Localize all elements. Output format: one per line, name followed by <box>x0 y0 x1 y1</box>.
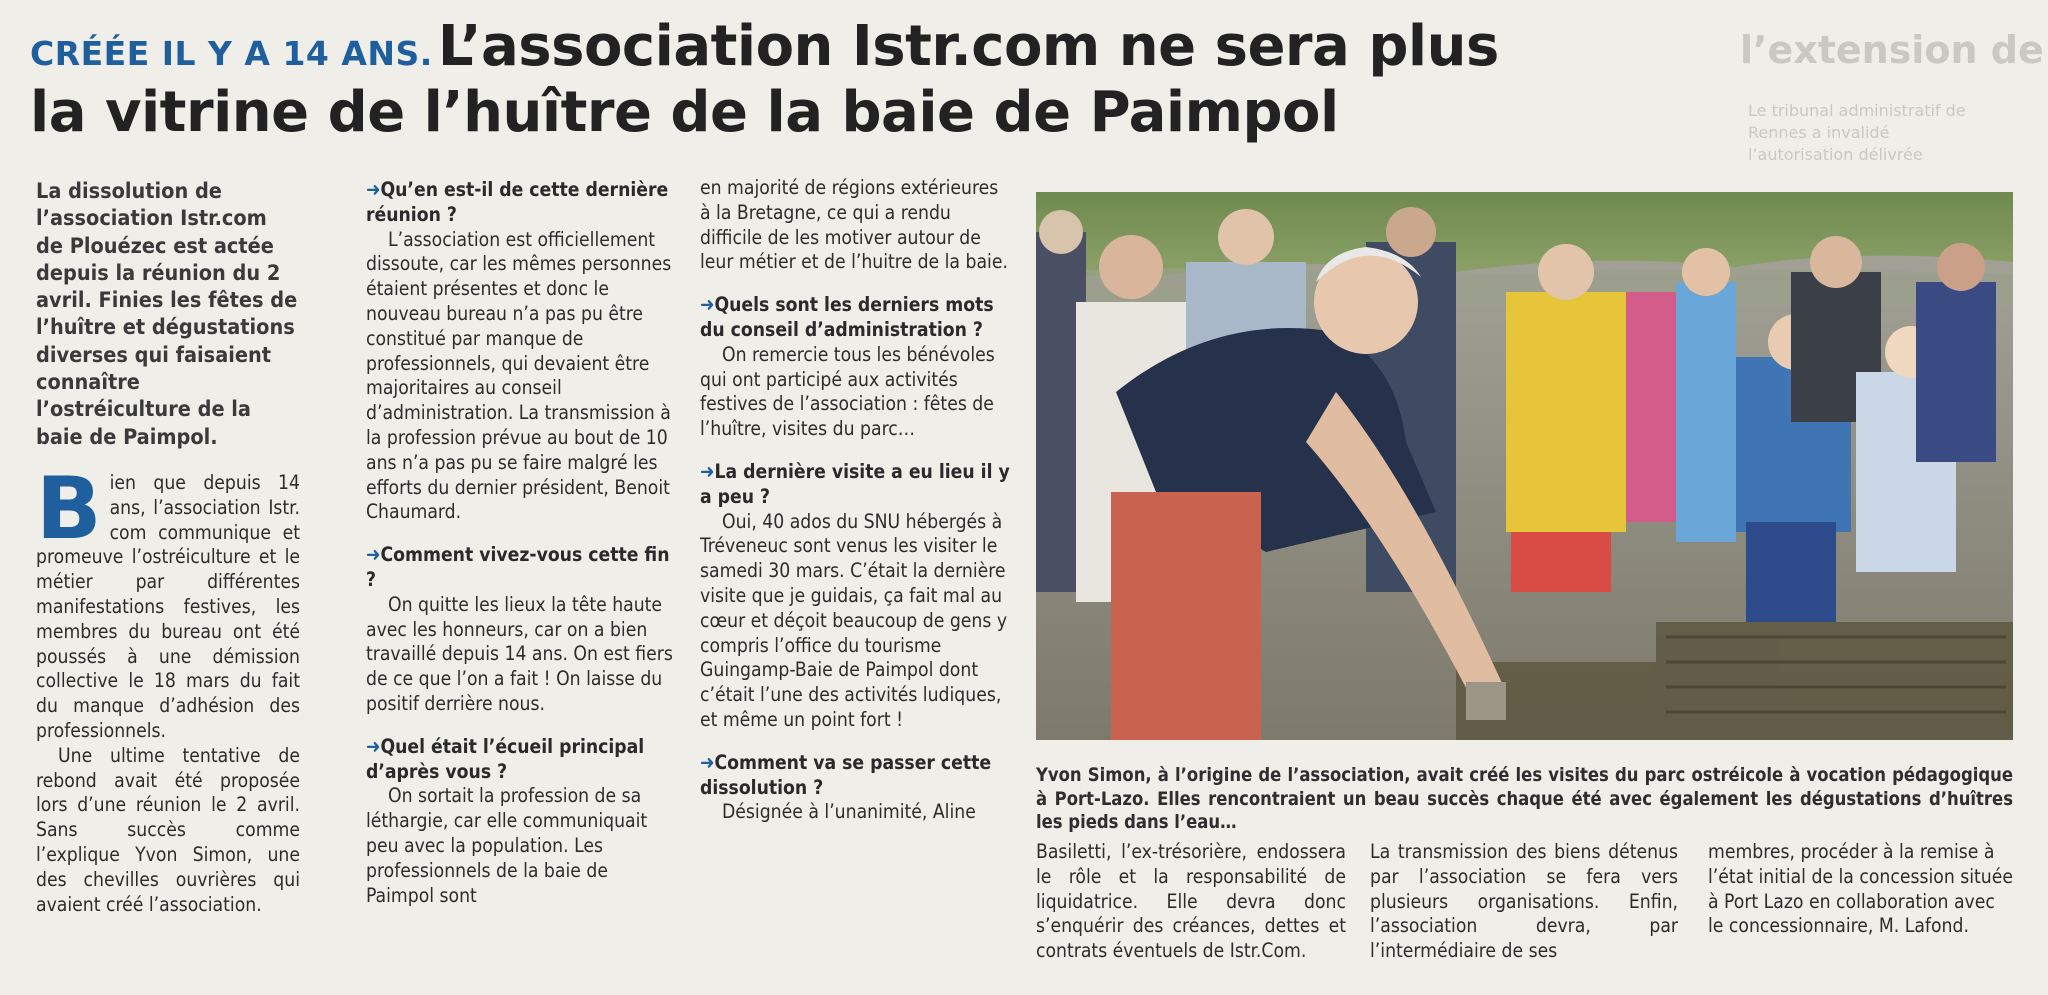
article-chapo: La dissolution de l’association Istr.com de Plouézec est actée depuis la réunion du 2 avril. Finies les fêtes de l’huître et dégustations diverses qui faisaient connaître l’ostréiculture de la baie de Paimpol. <box>36 179 298 450</box>
interview-question-5: ➜La dernière visite a eu lieu il y a peu ? <box>700 459 1010 508</box>
arrow-icon: ➜ <box>366 178 381 201</box>
neighbor-article-title: l’extension de <box>1740 28 2044 72</box>
article-bottom-column-2 <box>1370 840 1678 964</box>
dissolution-text-3: membres, procéder à la remise à l’état initial de la concession située à Port Lazo en collaboration avec le concessionnaire, M. Lafond. <box>1708 840 2013 938</box>
arrow-icon: ➜ <box>700 293 715 317</box>
article-headline <box>30 14 1720 145</box>
arrow-icon: ➜ <box>366 543 381 567</box>
arrow-icon: ➜ <box>366 734 381 758</box>
article-paragraph-2: Une ultime tentative de rebond avait été proposée lors d’une réunion le 2 avril. Sans succès comme l’explique Yvon Simon, une des chevilles ouvrières qui avaient créé l’association. <box>36 743 300 916</box>
article-photo <box>1036 192 2013 740</box>
interview-answer-6: Désignée à l’unanimité, Aline <box>722 800 976 824</box>
headline-title-line2: la vitrine de l’huître de la baie de Paimpol <box>30 80 1339 145</box>
headline-title-line1: L’association Istr.com ne sera plus <box>437 14 1499 79</box>
article-column-1 <box>36 178 300 917</box>
interview-question-2: ➜Comment vivez-vous cette fin ? <box>366 543 670 591</box>
headline-kicker: CRÉÉE IL Y A 14 ANS. <box>30 34 433 73</box>
interview-question-4: ➜Quels sont les derniers mots du conseil d’administration ? <box>700 293 994 341</box>
neighbor-article-fragment <box>1740 0 2048 180</box>
photo-caption: Yvon Simon, à l’origine de l’association, avait créé les visites du parc ostréicole à vocation pédagogique à Port-Lazo. Elles rencontraient un beau succès chaque été avec également les dégustations d’huîtres les pieds dans l’eau… <box>1036 765 2013 834</box>
dropcap-letter: B <box>36 458 102 559</box>
neighbor-article-text: Le tribunal administratif de Rennes a invalidé l’autorisation délivrée <box>1748 101 1966 164</box>
interview-answer-4: On remercie tous les bénévoles qui ont participé aux activités festives de l’association : fêtes de l’huître, visites du parc… <box>700 342 995 441</box>
dissolution-text-1: Basiletti, l’ex-trésorière, endossera le rôle et la responsabilité de liquidatrice. Elle devra donc s’enquérir des créances, dettes et contrats éventuels de Istr.Com. <box>1036 840 1346 963</box>
article-intro-text: ien que depuis 14 ans, l’association Istr. com communique et promeuve l’ostréiculture et le métier par différentes manifestations festives, les membres du bureau ont été poussés à une démission collective le 18 mars du fait du manque d’adhésion des professionnels. <box>36 470 300 742</box>
article-intro <box>36 458 300 744</box>
interview-answer-2: On quitte les lieux la tête haute avec les honneurs, car on a bien travaillé depuis 14 ans. On est fiers de ce que l’on a fait ! On laisse du positif derrière nous. <box>366 592 673 715</box>
interview-answer-3: On sortait la profession de sa léthargie, car elle communiquait peu avec la population. Les professionnels de la baie de Paimpol sont <box>366 784 648 907</box>
dissolution-text-2: La transmission des biens détenus par l’association se fera vers plusieurs organisations. Enfin, l’association devra, par l’intermédiaire de ses <box>1370 840 1678 963</box>
article-bottom-column-3 <box>1708 840 2013 939</box>
interview-question-6: ➜Comment va se passer cette dissolution ? <box>700 750 992 799</box>
interview-answer-1: L’association est officiellement dissoute, car les mêmes personnes étaient présentes et donc le nouveau bureau n’a pas pu être constitué par manque de professionnels, qui devaient être majoritaires au conseil d’administration. La transmission à la profession prévue au bout de 10 ans n’a pas pu se faire malgré les efforts du dernier président, Benoit Chaumard. <box>366 227 672 524</box>
interview-answer-3-continued: en majorité de régions extérieures à la Bretagne, ce qui a rendu difficile de les motiver autour de leur métier et de l’huitre de la baie. <box>700 176 1008 274</box>
arrow-icon: ➜ <box>700 459 715 483</box>
arrow-icon: ➜ <box>700 750 715 774</box>
article-bottom-column-1 <box>1036 840 1346 964</box>
article-column-2 <box>366 178 676 908</box>
interview-question-1: ➜Qu’en est-il de cette dernière réunion ? <box>366 178 669 226</box>
interview-question-3: ➜Quel était l’écueil principal d’après vous ? <box>366 734 645 783</box>
article-column-3 <box>700 176 1010 825</box>
interview-answer-5: Oui, 40 ados du SNU hébergés à Tréveneuc sont venus les visiter le samedi 30 mars. C’était la dernière visite que je guidais, ça fait mal au cœur et déçoit beaucoup de gens y compris l’office du tourisme Guingamp-Baie de Paimpol dont c’était l’une des activités ludiques, et même un point fort ! <box>700 509 1008 731</box>
